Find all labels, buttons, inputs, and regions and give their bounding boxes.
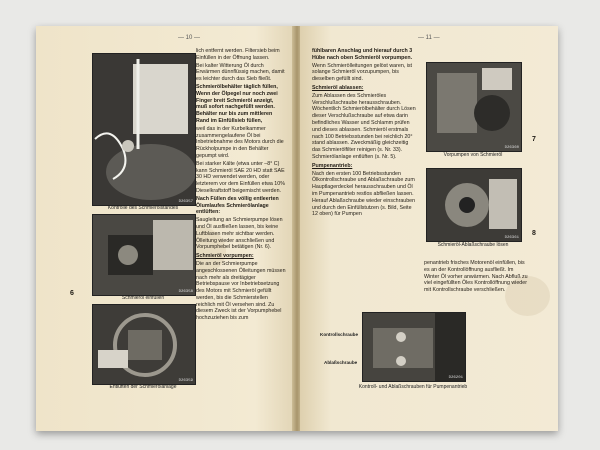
photo-pump-screws — [362, 312, 466, 382]
paragraph: Wenn Schmierölleitungen gelöst waren, ist solange Schmieröl vorzupumpen, bis dieselben gefüllt sind. — [312, 62, 413, 83]
paragraph: weil das in der Kurbelkammer zusammengelaufene Öl bei Inbetriebnahme des Motors durch die Rückholpumpe in den Behälter gepumpt wird. — [196, 125, 284, 159]
right-page-text-upper — [312, 48, 418, 219]
photo-caption: Vorpumpen von Schmieröl — [443, 152, 503, 158]
figure-number: 6 — [70, 290, 74, 297]
photo-code: D26201 — [448, 376, 463, 380]
photo-caption: Entlüften der Schmierölanlage — [109, 384, 177, 390]
photo-drain-plug — [426, 168, 522, 242]
photo-caption: Kontrolle des Schmierölstandes — [107, 205, 179, 211]
paragraph-bold: Nach Füllen des völlig entleerten Ölumlaufes Schmierölanlage entlüften: — [196, 195, 279, 216]
left-page — [36, 26, 294, 431]
photo-code: D26358 — [178, 290, 193, 294]
paragraph: Saugleitung an Schmierpumpe lösen und Öl ausfließen lassen, bis keine Luftblasen mehr sichtbar werden. Ölleitung wieder anschließen und Vorpumphebel betätigen (Nr. 6). — [196, 217, 283, 251]
paragraph: Zum Ablassen des Schmieröles Verschlußschraube herausschrauben. Wöchentlich Schmierölbehälter durch Lösen dieser Verschlußschraube auf etwa darin befindliches Wasser und Schlamm prüfen und dieses ablassen. Schmieröl erstmals nach 100 Betriebsstunden bei reichlich 20° stand ablassen. Zweckmäßig gleichzeitig das Schmierölfilter reinigen (s. Nr. 33). Schmierölanlage entlüften (s. Nr. 5). — [312, 92, 416, 160]
paragraph: penantrieb frisches Motorenöl einfüllen, bis es an der Kontrollöffnung ausfließt. Im Winter Öl vorher anwärmen. Nach Abfluß zu viel eingefüllten Öles Kontrollöffnung wieder mit Kontrollschraube verschließen. — [424, 260, 528, 294]
photo-code: D26359 — [178, 379, 193, 383]
paragraph-bold: fühlbaren Anschlag und hierauf durch 3 Hübe nach oben Schmieröl vorpumpen. — [312, 48, 413, 61]
oil-dipstick-illustration — [93, 54, 195, 205]
left-page-number: — 10 — — [178, 35, 201, 41]
photo-code: D26361 — [504, 236, 519, 240]
paragraph: Die an der Schmierpumpe angeschlossenen Ölleitungen müssen nach mehr als dreitägiger Betriebspause vor Inbetriebsetzung des Motors mit Schmieröl gefüllt werden, bis die Schmierstellen reichlich mit Öl versehen sind. Zu diesem Zweck ist der Vorpumphebel hochzuziehen bis zum — [196, 260, 286, 322]
bleeding-illustration — [93, 305, 195, 384]
priming-illustration — [427, 63, 521, 151]
photo-caption: Kontroll- und Ablaßschrauben für Pumpenantrieb — [358, 384, 468, 390]
open-booklet — [36, 26, 558, 431]
pump-screws-illustration — [363, 313, 465, 381]
paragraph: lich entfernt werden. Filtersieb beim Einfüllen in der Öffnung lassen. — [196, 48, 280, 61]
section-heading: Schmieröl vorpumpen: — [196, 253, 254, 260]
section-heading: Schmieröl ablassen: — [312, 84, 364, 91]
photo-oil-level-check — [92, 53, 196, 206]
photo-code: D26360 — [504, 146, 519, 150]
paragraph-bold: Schmierölbehälter täglich füllen, Wenn der Ölpegel nur noch zwei Finger breit Schmieröl anzeigt, muß sofort nachgefüllt werden. Behälter nur bis zum mittleren Rand im Einfüllsieb füllen, — [196, 83, 278, 124]
left-page-text — [196, 48, 286, 323]
figure-number: 8 — [532, 230, 536, 237]
photo-prime-oil — [426, 62, 522, 152]
right-page-number: — 11 — — [418, 35, 440, 41]
callout-drain-screw: Ablaßschraube — [324, 360, 358, 365]
section-heading: Pumpenantrieb: — [312, 162, 353, 169]
oil-filling-illustration — [93, 215, 195, 295]
right-page — [300, 26, 558, 431]
paragraph: Bei starker Kälte (etwa unter –8° C) kann Schmieröl SAE 20 HD statt SAE 30 HD verwendet werden, oder letzterem vor dem Einfüllen etwa 10% Dieselkraftstoff beigemischt werden. — [196, 160, 285, 194]
drain-plug-illustration — [427, 169, 521, 241]
paragraph: Bei kalter Witterung Öl durch Erwärmen dünnflüssig machen, damit es leichter durch das Sieb fließt. — [196, 62, 285, 83]
photo-caption: Schmieröl-Ablaßschraube lösen — [437, 242, 509, 248]
photo-caption: Schmieröl einfüllen — [121, 295, 165, 301]
right-page-text-lower — [424, 260, 528, 295]
paragraph: Nach den ersten 100 Betriebsstunden Ölkontrollschraube und Ablaßschraube zum Hauptlagerdeckel herausschrauben und Öl im Pumpenantrieb restlos abfließen lassen. Herauf Ablaßschraube wieder einschrauben und durch den Einfüllstutzen (s. Bild, Seite 12 oben) für Pumpen — [312, 170, 416, 218]
figure-number: 7 — [532, 136, 536, 143]
photo-code: D26357 — [178, 200, 193, 204]
callout-control-screw: Kontrollschraube — [320, 332, 359, 337]
photo-fill-oil — [92, 214, 196, 296]
photo-bleed-oil — [92, 304, 196, 385]
